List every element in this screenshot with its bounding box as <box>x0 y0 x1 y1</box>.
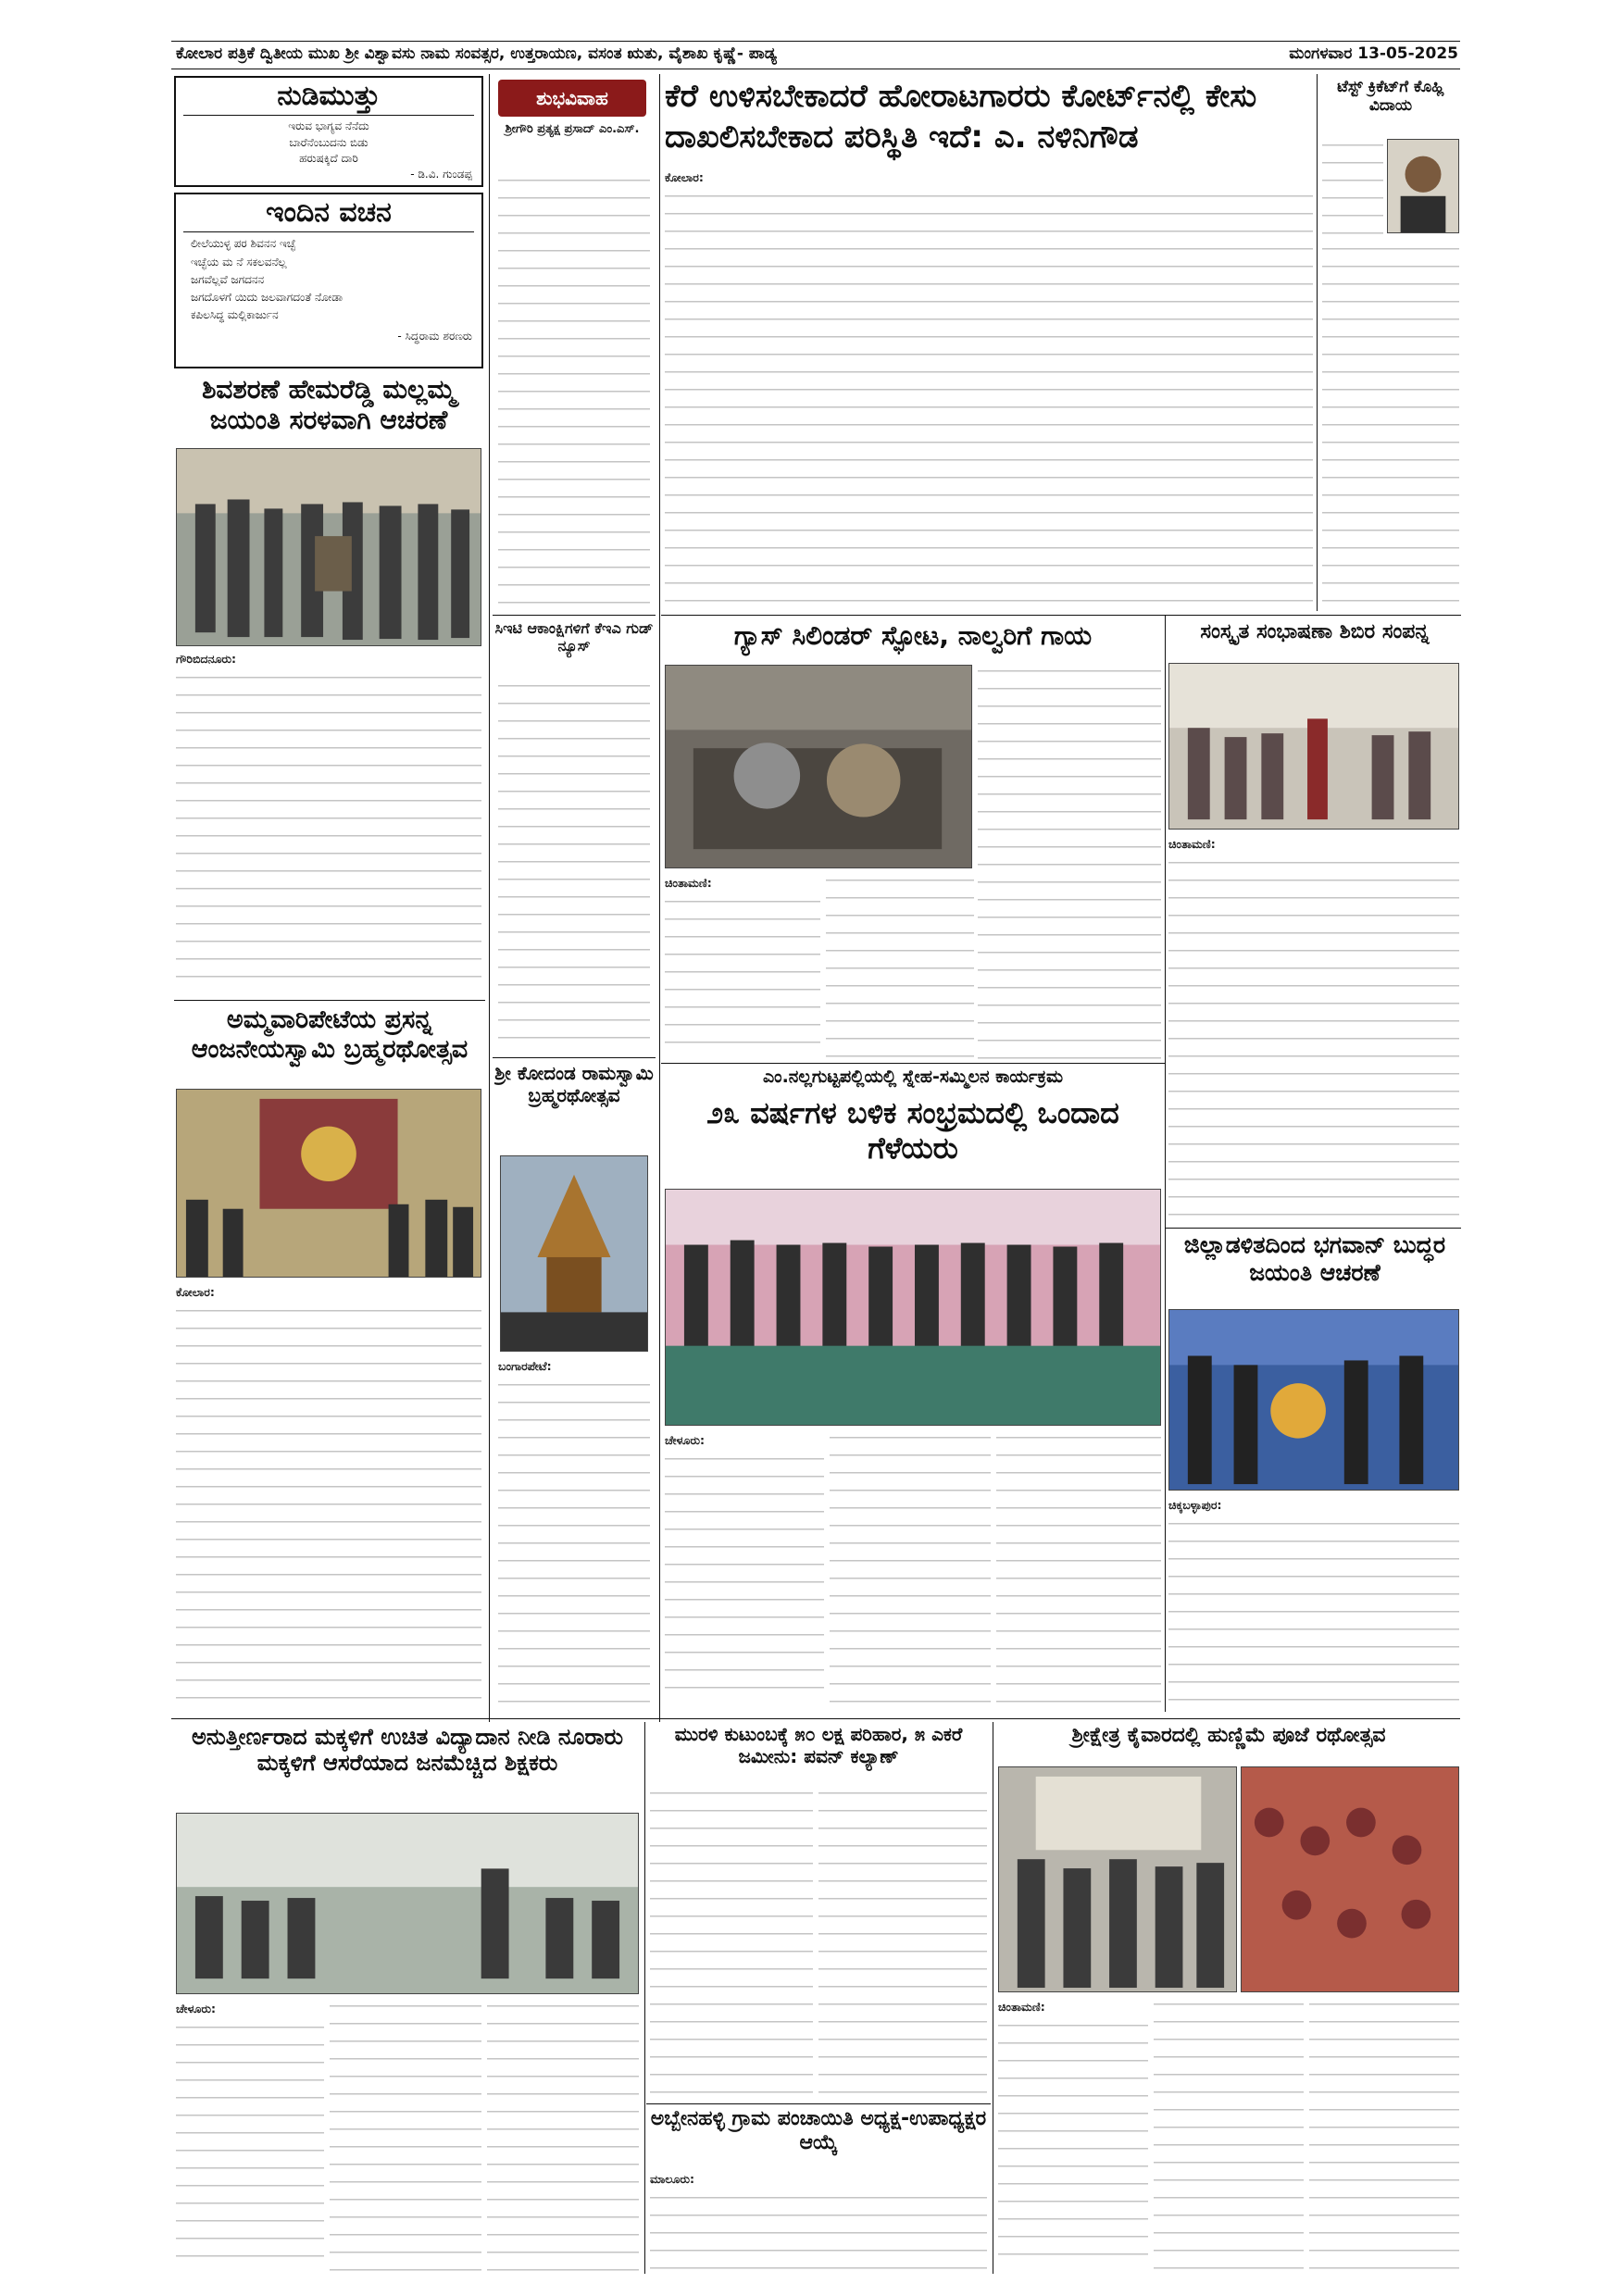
masthead-date: ಮಂಗಳವಾರ 13-05-2025 <box>1289 44 1458 63</box>
buddha-dateline: ಚಿಕ್ಕಬಳ್ಳಾಪುರ: <box>1168 1498 1222 1512</box>
gas-dateline: ಚಿಂತಾಮಣಿ: <box>665 876 712 890</box>
nudimuttu-title: ನುಡಿಮುತ್ತು <box>277 80 381 112</box>
kaivara-headline: ಶ್ರೀಕ್ಷೇತ್ರ ಕೈವಾರದಲ್ಲಿ ಹುಣ್ಣಿಮೆ ಪೂಜೆ ರಥೋತ್ಸವ <box>1071 1724 1386 1747</box>
gas-body-2 <box>826 874 974 1059</box>
ammavari-body <box>176 1283 481 1718</box>
teachers-headline: ಅನುತ್ತೀರ್ಣರಾದ ಮಕ್ಕಳಿಗೆ ಉಚಿತ ವಿದ್ಯಾದಾನ ನೀಡಿ ನೂರಾರು ಮಕ್ಕಳಿಗೆ ಆಸರೆಯಾದ ಜನಮೆಚ್ಚಿದ ಶಿಕ್ಷಕರು <box>192 1724 623 1777</box>
test-cricket-body <box>1322 139 1383 241</box>
samskrita-headline: ಸಂಸ್ಕೃತ ಸಂಭಾಷಣಾ ಶಿಬಿರ ಸಂಪನ್ನ <box>1200 620 1430 643</box>
sneha-body-2 <box>830 1431 991 1711</box>
buddha-body <box>1168 1496 1459 1711</box>
gas-body-1 <box>665 874 820 1059</box>
teachers-body-1 <box>176 2000 324 2274</box>
kodanda-dateline: ಬಂಗಾರಪೇಟೆ: <box>498 1359 552 1373</box>
ammavari-photo <box>176 1089 481 1278</box>
test-cricket-body-2 <box>1322 243 1459 609</box>
gas-photo <box>665 665 972 868</box>
vachana-line: ಕಪಿಲಸಿದ್ಧ ಮಲ್ಲಿಕಾರ್ಜುನ <box>191 308 279 322</box>
test-cricket-headline: ಟೆಸ್ಟ್ ಕ್ರಿಕೆಟ್‌ಗೆ ಕೊಹ್ಲಿ ವಿದಾಯ <box>1337 78 1444 116</box>
shivasharane-headline: ಶಿವಶರಣೆ ಹೇಮರೆಡ್ಡಿ ಮಲ್ಲಮ್ಮ ಜಯಂತಿ ಸರಳವಾಗಿ ಆಚರಣೆ <box>202 374 456 436</box>
pawan-body-1 <box>650 1787 813 2098</box>
vachana-line: ಇಚ್ಛೆಯ ಮ ನೆ ಸಕಲವನೆಲ್ಲ <box>191 255 287 268</box>
gas-headline: ಗ್ಯಾಸ್ ಸಿಲಿಂಡರ್ ಸ್ಫೋಟ, ನಾಲ್ವರಿಗೆ ಗಾಯ <box>733 620 1093 651</box>
nudimuttu-line: ಬಾರೆನೆಂಬುದನು ಬಿಡು <box>289 135 369 149</box>
kaivara-body-2 <box>1154 1998 1304 2274</box>
nudimuttu-box <box>174 76 483 187</box>
samskrita-photo <box>1168 663 1459 830</box>
pawan-body-2 <box>818 1787 987 2098</box>
shivasharane-dateline: ಗೌರಿಬಿದನೂರು: <box>176 652 236 666</box>
lead-body <box>665 168 1313 611</box>
teachers-dateline: ಚೇಳೂರು: <box>176 2002 216 2015</box>
sneha-kicker: ಎಂ.ನಲ್ಲಗುಟ್ಟಪಲ್ಲಿಯಲ್ಲಿ ಸ್ನೇಹ-ಸಮ್ಮಿಲನ ಕಾರ್ಯಕ್ರಮ <box>762 1067 1064 1087</box>
teachers-body-3 <box>487 2000 639 2274</box>
sneha-body-3 <box>996 1431 1161 1711</box>
kodanda-headline: ಶ್ರೀ ಕೋದಂಡ ರಾಮಸ್ವಾಮಿ ಬ್ರಹ್ಮರಥೋತ್ಸವ <box>494 1063 654 1106</box>
panchayat-body <box>650 2170 987 2274</box>
kohli-photo <box>1387 139 1459 233</box>
teachers-body-2 <box>330 2000 481 2274</box>
nudimuttu-author: - ಡಿ.ವಿ. ಗುಂಡಪ್ಪ <box>410 167 472 181</box>
nudimuttu-line: ಇರುವ ಭಾಗ್ಯವ ನೆನೆದು <box>288 119 369 133</box>
gas-body-3 <box>978 665 1161 1059</box>
panchayat-dateline: ಮಾಲೂರು: <box>650 2172 694 2186</box>
panchayat-headline: ಅಬ್ಬೇನಹಳ್ಳಿ ಗ್ರಾಮ ಪಂಚಾಯಿತಿ ಅಧ್ಯಕ್ಷ-ಉಪಾಧ್ಯಕ್ಷರ ಆಯ್ಕೆ <box>650 2107 987 2154</box>
kaivara-photo-2 <box>1241 1766 1459 1992</box>
kodanda-photo <box>500 1155 648 1352</box>
sneha-photo <box>665 1189 1161 1426</box>
buddha-photo <box>1168 1309 1459 1491</box>
kgf-news-headline: ಸಿಇಟಿ ಆಕಾಂಕ್ಷಿಗಳಿಗೆ ಕೆಇಎ ಗುಡ್ ನ್ಯೂಸ್ <box>494 620 654 655</box>
ammavari-headline: ಅಮ್ಮವಾರಿಪೇಟೆಯ ಪ್ರಸನ್ನ ಆಂಜನೇಯಸ್ವಾಮಿ ಬ್ರಹ್ಮರಥೋತ್ಸವ <box>191 1005 468 1064</box>
shivasharane-photo <box>176 448 481 646</box>
vachana-line: ಜಗವೆಲ್ಲವೆ ಜಗದನನ <box>191 272 265 286</box>
kaivara-body-3 <box>1309 1998 1459 2274</box>
shubha-names: ಶ್ರೀಗೌರಿ ಪ್ರತ್ಯಕ್ಷ ಪ್ರಸಾದ್ ಎಂ.ಎಸ್. <box>505 122 640 136</box>
sneha-body-1 <box>665 1431 824 1711</box>
kgf-news-body <box>498 680 650 1050</box>
teachers-photo <box>176 1813 639 1994</box>
sneha-headline: ೨೩ ವರ್ಷಗಳ ಬಳಿಕ ಸಂಭ್ರಮದಲ್ಲಿ ಒಂದಾದ ಗೆಳೆಯರು <box>706 1096 1119 1166</box>
lead-headline: ಕೆರೆ ಉಳಿಸಬೇಕಾದರೆ ಹೋರಾಟಗಾರರು ಕೋರ್ಟ್‌ನಲ್ಲಿ ಕೇಸು ದಾಖಲಿಸಬೇಕಾದ ಪರಿಸ್ಥಿತಿ ಇದೆ: ಎ. ನಳಿನಿಗೌಡ <box>665 78 1257 156</box>
lead-dateline: ಕೋಲಾರ: <box>665 170 704 184</box>
ammavari-dateline: ಕೋಲಾರ: <box>176 1285 215 1299</box>
kodanda-body <box>498 1357 650 1718</box>
sneha-dateline: ಚೇಳೂರು: <box>665 1433 705 1447</box>
pawan-headline: ಮುರಳಿ ಕುಟುಂಬಕ್ಕೆ ೫೦ ಲಕ್ಷ ಪರಿಹಾರ, ೫ ಎಕರೆ ಜಮೀನು: ಪವನ್ ಕಲ್ಯಾಣ್ <box>674 1724 963 1767</box>
nudimuttu-line: ಹರುಷಕ್ಕಿದೆ ದಾರಿ <box>299 152 358 166</box>
shivasharane-body <box>176 650 481 992</box>
kaivara-photo-1 <box>998 1766 1237 1992</box>
kaivara-body-1 <box>998 1998 1148 2274</box>
buddha-headline: ಜಿಲ್ಲಾಡಳಿತದಿಂದ ಭಗವಾನ್ ಬುದ್ಧರ ಜಯಂತಿ ಆಚರಣೆ <box>1183 1231 1446 1286</box>
vachana-author: - ಸಿದ್ಧರಾಮ ಶರಣರು <box>397 330 472 343</box>
samskrita-body <box>1168 835 1459 1224</box>
vachana-box <box>174 193 483 368</box>
masthead-info: ಕೋಲಾರ ಪತ್ರಿಕೆ ದ್ವಿತೀಯ ಮುಖ ಶ್ರೀ ವಿಶ್ವಾವಸು ನಾಮ ಸಂವತ್ಸರ, ಉತ್ತರಾಯಣ, ವಸಂತ ಋತು, ವೈಶಾಖ ಕೃಷ್ಣೆ- ಪಾಡ್ಯ <box>176 44 777 63</box>
kaivara-dateline: ಚಿಂತಾಮಣಿ: <box>998 2000 1045 2014</box>
shubha-badge: ಶುಭವಿವಾಹ <box>498 80 646 117</box>
shubha-body <box>498 174 650 609</box>
samskrita-dateline: ಚಿಂತಾಮಣಿ: <box>1168 837 1216 851</box>
vachana-line: ಜಗದೊಳಗೆ ಯಿದು ಜಲವಾಗದಂತೆ ನೋಡಾ <box>191 290 344 304</box>
vachana-line: ಲೀಲೆಯುಳ್ಳ ಪರ ಶಿವನನ ಇಚ್ಛೆ <box>191 237 296 251</box>
vachana-title: ಇಂದಿನ ವಚನ <box>266 196 392 229</box>
